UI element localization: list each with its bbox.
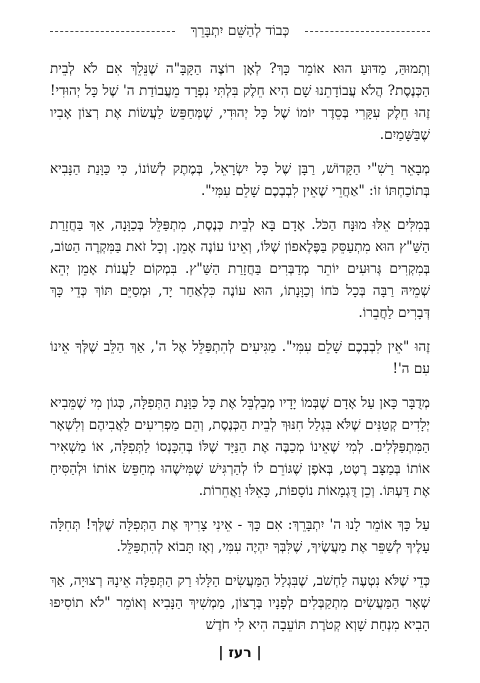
main-text (50, 58, 430, 636)
paragraph: מְדֻבָּר כָּאן עַל אָדָם שֶׁבְּמוֹ יָדָיו מְבַלְבֵּל אֶת כָּל כַּוָּנַת הַתְּפִלָּה, כְּגוֹן מִי שֶׁמֵּבִיא יְלָדִים קְטַנִּים שֶׁלֹּא בִּגְלַל חִנּוּךְ לְבֵית הַכְּנֶסֶת, וְהֵם מַפְרִיעִים לַאֲבִיהֶם וְלִשְׁאָר הַמִּתְפַּלְּלִים. לְמִי שֶׁאֵינוֹ מְכַבֶּה אֶת הַנַּיָּד שֶׁלּוֹ בְּהִכָּנְסוֹ לַתְּפִלָּה, אוֹ מַשְׁאִיר אוֹתוֹ בְּמַצָּב רֶטֶט, בְּאֹפֶן שֶׁגּוֹרֵם לוֹ לְהַרְגִּישׁ שֶׁמִּישֶׁהוּ מְחַפֵּשׂ אוֹתוֹ וּלְהַסִּיחַ אֶת דַּעְתּוֹ. וְכֵן דֻּגְמָאוֹת נוֹסָפוֹת, כָּאֵלּוּ וַאֲחֵרוֹת. (50, 395, 430, 499)
header-rule-right (305, 31, 430, 32)
header-title: כְּבוֹד לְהַשֵּׁם יִתְבָּרֵךְ (190, 22, 290, 39)
paragraph: וְתְמוּהַּ, מַדּוּעַ הוּא אוֹמֵר כָּךְ? לְאָן רוֹצֶה הַקָּבָּ"ה שֶׁנֵּלֵךְ אִם לֹא לְבֵית הַכְּנֶסֶת? הֲלֹא עֲבוֹדָתֵנוּ שָׁם הִיא חֵלֶק בִּלְתִּי נִפְרָד מֵעֲבוֹדַת ה' שֶׁל כָּל יְהוּדִי! זֶהוּ חֵלֶק עִקָּרִי בְּסֵדֶר יוֹמוֹ שֶׁל כָּל יְהוּדִי, שֶׁמְּחַפֵּשׂ לַעֲשׂוֹת אֶת רְצוֹן אָבִיו שֶׁבַּשָּׁמַיִם. (50, 61, 430, 143)
page-number: | רעז | (218, 645, 262, 661)
running-header (50, 20, 430, 42)
paragraph: זֶהוּ "אֵין לִבְבְכֶם שָׁלֵם עִמִּי". מַגִּיעִים לְהִתְפַּלֵּל אֶל ה', אַךְ הַלֵּב שֶׁלְּךָ אֵינוֹ עִם ה'! (50, 339, 430, 377)
paragraph: מְבָאֵר רַשִׁ"י הַקָּדוֹשׁ, רַבָּן שֶׁל כָּל יִשְׂרָאֵל, בְּמֶתֶק לְשׁוֹנוֹ, כִּי כַּוָּנַת הַנָּבִיא בְּתוֹכַחְתּוֹ זוֹ: "אַחֲרֵי שֶׁאֵין לִבְבְכֶם שָׁלֵם עִמִּי". (50, 161, 430, 199)
paragraph: כְּדֵי שֶׁלֹּא נִטְעֶה לַחְשֹׁב, שֶׁבִּגְלַל הַמַּעֲשִׂים הַלָּלוּ רַק הַתְּפִלָּה אֵינָהּ רְצוּיָה, אַךְ שְׁאָר הַמַּעֲשִׂים מִתְקַבְּלִים לְפָנָיו בְּרָצוֹן, מַמְשִׁיךְ הַנָּבִיא וְאוֹמֵר "לֹא תוֹסִיפוּ הָבִיא מִנְחַת שָׁוְא קְטֹרֶת תּוֹעֵבָה הִיא לִי חֹדֶשׁ (50, 573, 430, 633)
header-rule-left (50, 31, 175, 32)
paragraph: עַל כָּךְ אוֹמֵר לָנוּ ה' יִתְבָּרֵךְ: אִם כָּךְ - אֵינִי צָרִיךְ אֶת הַתְּפִלָּה שֶׁלְּךָ! תְּחִלָּה עָלֶיךָ לְשַׁפֵּר אֶת מַעֲשֶׂיךָ, שֶׁלִּבְּךָ יִהְיֶה עִמִּי, וְאָז תָּבוֹא לְהִתְפַּלֵּל. (50, 517, 430, 555)
paragraph: בְּמִלִּים אֵלּוּ מוּנָּח הַכֹּל. אָדָם בָּא לְבֵית כְּנֶסֶת, מִתְפַּלֵּל בְּכַוָּנָה, אַךְ בַּחֲזָרַת הַשַּׁ"ץ הוּא מִתְעַסֵּק בַּפֶּלֶאפוֹן שֶׁלּוֹ, וְאֵינוֹ עוֹנֶה אָמֵן. וְכָל זֹאת בַּמִּקְרֶה הַטּוֹב, בְּמִקְרִים גְּרוּעִים יוֹתֵר מְדַבְּרִים בַּחֲזָרַת הַשַּׁ"ץ. בִּמְקוֹם לַעֲנוֹת אָמֵן יְהֵא שְׁמֵיהּ רַבָּה בְּכָל כֹּחוֹ וְכַוָּנָתוֹ, הוּא עוֹנֶה כִּלְאַחַר יָד, וּמְסַיֵּם תּוֹךְ כְּדֵי כָּךְ דְּבָרִים לַחֲבֵרוֹ. (50, 217, 430, 321)
